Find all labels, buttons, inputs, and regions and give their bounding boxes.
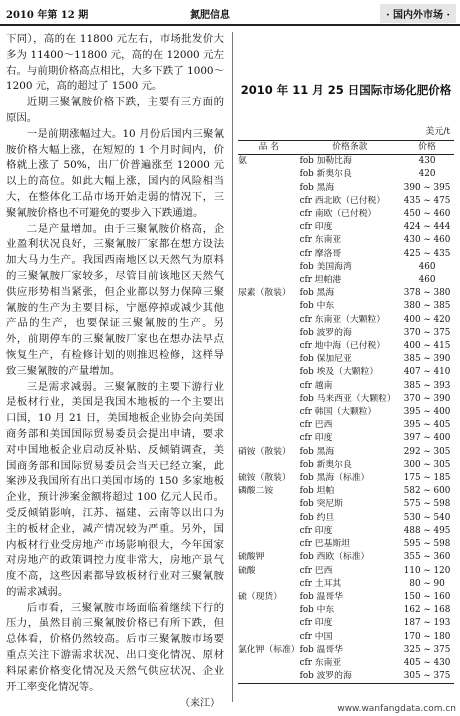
cell-price: 80 ~ 90 bbox=[409, 578, 445, 589]
cell-price: 305 ~ 375 bbox=[400, 670, 454, 684]
cell-price: 162 ~ 168 bbox=[403, 605, 451, 616]
table-row bbox=[238, 261, 454, 274]
cell-product bbox=[238, 393, 300, 406]
cell-terms: fob 埃及（大颗粒） bbox=[299, 367, 379, 378]
table-row bbox=[238, 644, 454, 657]
cell-terms: cfr 印度 bbox=[299, 222, 333, 233]
article-paragraph: 后市看，三聚氰胺市场面临着继续下行的压力，虽然目前三聚氰胺价格已有所下跌，但总体看，价格仍然较高。后市三聚氰胺市场要重点关注下游需求状况、出口变化情况、原材料尿素价格变化情况及天然气供应状况、企业开工率变化情况等。 bbox=[6, 601, 224, 693]
cell-price: 378 ~ 380 bbox=[403, 288, 451, 299]
issue-label: 2010 年第 12 期 bbox=[6, 10, 89, 21]
cell-terms: fob 西欧（标准） bbox=[299, 552, 370, 563]
col-header-price: 价格 bbox=[400, 141, 454, 155]
cell-product bbox=[238, 314, 300, 327]
cell-price: 424 ~ 444 bbox=[403, 222, 451, 233]
cell-terms: fob 中东 bbox=[299, 605, 335, 616]
cell-price: 175 ~ 185 bbox=[403, 473, 451, 484]
cell-product bbox=[238, 380, 300, 393]
cell-product bbox=[238, 657, 300, 670]
page-header bbox=[0, 0, 460, 26]
table-row bbox=[238, 578, 454, 591]
col-header-terms: 价格条款 bbox=[300, 141, 400, 155]
cell-terms: cfr 坦帕港 bbox=[299, 275, 342, 286]
article-paragraph: 下同），高的在 11800 元左右，市场批发价大多为 11400～11800 元，高的在 12000 元左右。与前期价格高点相比，大多下跌了 1000～1200 元，高的超过了 1500 元。 bbox=[6, 33, 224, 93]
cell-product bbox=[238, 353, 300, 366]
article-author: （来江） bbox=[180, 698, 220, 709]
cell-product bbox=[238, 538, 300, 551]
table-row bbox=[238, 538, 454, 551]
cell-price: 355 ~ 360 bbox=[403, 552, 451, 563]
cell-product bbox=[238, 327, 300, 340]
cell-price: 460 bbox=[418, 275, 436, 286]
table-row bbox=[238, 617, 454, 630]
cell-product bbox=[238, 208, 300, 221]
cell-terms: fob 中东 bbox=[299, 301, 335, 312]
table-row bbox=[238, 195, 454, 208]
cell-terms: fob 黑海 bbox=[299, 182, 335, 193]
price-table-title: 2010 年 11 月 25 日国际市场化肥价格 bbox=[240, 83, 452, 97]
table-row bbox=[238, 340, 454, 353]
cell-terms: cfr 印度 bbox=[299, 525, 333, 536]
cell-product bbox=[238, 419, 300, 432]
cell-product bbox=[238, 670, 300, 684]
cell-terms: cfr 巴西 bbox=[299, 420, 333, 431]
cell-price: 380 ~ 385 bbox=[403, 301, 451, 312]
table-row bbox=[238, 604, 454, 617]
cell-price: 407 ~ 410 bbox=[403, 367, 451, 378]
article-paragraph: 近期三聚氰胺价格下跌，主要有三方面的原因。 bbox=[6, 96, 224, 124]
cell-terms: cfr 东南亚 bbox=[299, 657, 342, 668]
cell-price: 405 ~ 430 bbox=[403, 657, 451, 668]
table-row bbox=[238, 512, 454, 525]
table-row bbox=[238, 525, 454, 538]
cell-product bbox=[238, 248, 300, 261]
cell-product bbox=[238, 512, 300, 525]
cell-price: 450 ~ 460 bbox=[403, 209, 451, 220]
cell-product: 硫铵（散装） bbox=[238, 473, 291, 484]
table-row bbox=[238, 234, 454, 247]
cell-terms: cfr 西北欧（已付税） bbox=[299, 195, 386, 206]
cell-terms: cfr 印度 bbox=[299, 433, 333, 444]
col-header-product: 品 名 bbox=[238, 141, 300, 155]
table-row bbox=[238, 631, 454, 644]
cell-terms: fob 黑海（标准） bbox=[299, 473, 370, 484]
cell-terms: fob 波罗的海 bbox=[299, 327, 352, 338]
cell-price: 425 ~ 435 bbox=[403, 248, 451, 259]
cell-terms: fob 保加尼亚 bbox=[299, 354, 352, 365]
table-row bbox=[238, 168, 454, 181]
cell-product bbox=[238, 300, 300, 313]
cell-terms: fob 坦帕 bbox=[299, 486, 335, 497]
cell-price: 397 ~ 400 bbox=[403, 433, 451, 444]
cell-terms: cfr 巴西 bbox=[299, 565, 333, 576]
table-row bbox=[238, 314, 454, 327]
cell-price: 400 ~ 415 bbox=[403, 341, 451, 352]
cell-price: 370 ~ 390 bbox=[403, 393, 451, 404]
cell-price: 430 bbox=[418, 156, 436, 167]
table-row bbox=[238, 221, 454, 234]
cell-terms: cfr 摩洛哥 bbox=[299, 248, 342, 259]
cell-product bbox=[238, 221, 300, 234]
cell-product bbox=[238, 195, 300, 208]
cell-price: 582 ~ 600 bbox=[403, 486, 451, 497]
cell-terms: fob 美国海湾 bbox=[299, 261, 352, 272]
table-row bbox=[238, 432, 454, 445]
table-row bbox=[238, 287, 454, 300]
cell-terms: cfr 土耳其 bbox=[299, 578, 342, 589]
cell-price: 390 ~ 395 bbox=[403, 182, 451, 193]
cell-price: 595 ~ 598 bbox=[403, 539, 451, 550]
cell-product bbox=[238, 366, 300, 379]
cell-product: 氨 bbox=[238, 156, 247, 167]
cell-price: 325 ~ 375 bbox=[403, 644, 451, 655]
cell-product bbox=[238, 578, 300, 591]
cell-product: 硫（现货） bbox=[238, 591, 282, 602]
table-row bbox=[238, 591, 454, 604]
table-row bbox=[238, 657, 454, 670]
cell-terms: fob 新奥尔良 bbox=[299, 459, 352, 470]
cell-product bbox=[238, 406, 300, 419]
cell-product: 硫酸 bbox=[238, 565, 256, 576]
price-unit: 美元/t bbox=[425, 127, 450, 137]
cell-product: 尿素（散装） bbox=[238, 288, 291, 299]
cell-product bbox=[238, 182, 300, 195]
table-row bbox=[238, 353, 454, 366]
table-row bbox=[238, 182, 454, 195]
cell-terms: fob 加勒比海 bbox=[299, 156, 352, 167]
cell-product bbox=[238, 498, 300, 511]
table-row bbox=[238, 406, 454, 419]
cell-terms: cfr 韩国（大颗粒） bbox=[299, 407, 377, 418]
table-row bbox=[238, 393, 454, 406]
cell-terms: cfr 中国 bbox=[299, 631, 333, 642]
cell-product bbox=[238, 631, 300, 644]
table-row bbox=[238, 472, 454, 485]
cell-product bbox=[238, 168, 300, 181]
cell-price: 395 ~ 405 bbox=[403, 420, 451, 431]
article-paragraph: 二是产量增加。由于三聚氰胺价格高，企业盈利状况良好，三聚氰胺厂家都在想方设法加大马力生产。我国西南地区以天然气为原料的三聚氰胺厂家较多，尽管目前该地区天然气供应形势相当紧张，但企业都以努力保障三聚氰胺的生产为主要目标，宁愿停掉或减少其他产品的生产，也要保证三聚氰胺的生产。另外，前期停车的三聚氰胺厂家也在想办法早点恢复生产，有检修计划的则推迟检修，这样导致三聚氰胺的产量增加。 bbox=[6, 222, 224, 377]
cell-price: 150 ~ 160 bbox=[403, 591, 451, 602]
cell-terms: fob 黑海 bbox=[299, 288, 335, 299]
table-row bbox=[238, 208, 454, 221]
watermark: www.wanfangdata.com.cn bbox=[337, 704, 456, 714]
cell-terms: fob 波罗的海 bbox=[300, 670, 400, 684]
cell-terms: cfr 东南亚（大颗粒） bbox=[299, 314, 386, 325]
cell-product bbox=[238, 525, 300, 538]
cell-product: 硝铵（散装） bbox=[238, 446, 291, 457]
cell-price: 400 ~ 420 bbox=[403, 314, 451, 325]
table-row bbox=[238, 155, 454, 169]
cell-price: 395 ~ 400 bbox=[403, 407, 451, 418]
cell-price: 575 ~ 598 bbox=[403, 499, 451, 510]
cell-price: 530 ~ 540 bbox=[403, 512, 451, 523]
cell-price: 170 ~ 180 bbox=[403, 631, 451, 642]
cell-terms: cfr 巴基斯坦 bbox=[299, 539, 350, 550]
table-row bbox=[238, 366, 454, 379]
cell-terms: fob 约旦 bbox=[299, 512, 335, 523]
cell-terms: fob 突尼斯 bbox=[299, 499, 343, 510]
cell-terms: cfr 南欧（已付税） bbox=[299, 209, 377, 220]
cell-product bbox=[238, 604, 300, 617]
table-row bbox=[238, 498, 454, 511]
cell-price: 430 ~ 460 bbox=[403, 235, 451, 246]
cell-terms: cfr 印度 bbox=[299, 618, 333, 629]
cell-terms: cfr 地中海（已付税） bbox=[299, 341, 386, 352]
cell-product: 硫酸钾 bbox=[238, 552, 265, 563]
cell-terms: cfr 东南亚 bbox=[299, 235, 342, 246]
table-row bbox=[238, 565, 454, 578]
cell-terms: cfr 越南 bbox=[299, 380, 333, 391]
cell-product bbox=[238, 261, 300, 274]
table-row bbox=[238, 551, 454, 564]
section-label: · 国内外市场 · bbox=[380, 4, 456, 23]
table-row bbox=[238, 300, 454, 313]
cell-price: 488 ~ 495 bbox=[403, 525, 451, 536]
cell-product bbox=[238, 234, 300, 247]
cell-price: 460 bbox=[418, 261, 436, 272]
table-row bbox=[238, 459, 454, 472]
table-row bbox=[238, 485, 454, 498]
cell-product: 磷酸二铵 bbox=[238, 486, 274, 497]
price-table bbox=[238, 140, 454, 684]
cell-terms: fob 温哥华 bbox=[299, 644, 343, 655]
table-row bbox=[238, 380, 454, 393]
cell-price: 187 ~ 193 bbox=[403, 618, 451, 629]
table-row bbox=[238, 327, 454, 340]
cell-price: 435 ~ 475 bbox=[403, 195, 451, 206]
cell-product bbox=[238, 274, 300, 287]
column-divider bbox=[232, 32, 233, 702]
cell-price: 420 bbox=[418, 169, 436, 180]
cell-price: 110 ~ 120 bbox=[403, 565, 451, 576]
cell-price: 370 ~ 375 bbox=[403, 327, 451, 338]
cell-product: 氯化钾（标准） bbox=[238, 644, 300, 655]
table-row bbox=[238, 274, 454, 287]
cell-price: 385 ~ 393 bbox=[403, 380, 451, 391]
cell-product bbox=[238, 459, 300, 472]
journal-name: 氮肥信息 bbox=[190, 10, 230, 21]
cell-product bbox=[238, 340, 300, 353]
cell-product bbox=[238, 432, 300, 445]
price-table-body bbox=[238, 155, 454, 684]
cell-terms: fob 温哥华 bbox=[299, 591, 343, 602]
table-row bbox=[238, 670, 454, 684]
cell-terms: fob 新奥尔良 bbox=[299, 169, 352, 180]
table-row bbox=[238, 248, 454, 261]
article-paragraph: 三是需求减弱。三聚氰胺的主要下游行业是板材行业，美国是我国木地板的一个主要出口国，10 月 21 日，美国地板企业协会向美国商务部和美国国际贸易委员会提出申请，要求对中国地板企业启动反补贴、反倾销调查，美国商务部和国际贸易委员会当天已经立案，此案涉及我国所有出口美国市场的 150 多家地板企业，预计涉案金额将超过 100 亿元人民币。受反倾销影响，江苏、福建、云南等以出口为主的板材企业，减产情况较为严重。另外，国内板材行业受房地产市场影响很大，今年国家对房地产的政策调控力度非常大，房地产景气度不高，这些因素都导致板材行业对三聚氰胺的需求减弱。 bbox=[6, 380, 224, 598]
cell-terms: fob 马来西亚（大颗粒） bbox=[299, 393, 396, 404]
cell-price: 385 ~ 390 bbox=[403, 354, 451, 365]
table-row bbox=[238, 446, 454, 459]
table-row bbox=[238, 419, 454, 432]
cell-price: 292 ~ 305 bbox=[403, 446, 451, 457]
article-body bbox=[6, 32, 224, 697]
cell-product bbox=[238, 617, 300, 630]
cell-terms: fob 黑海 bbox=[299, 446, 335, 457]
cell-price: 300 ~ 305 bbox=[403, 459, 451, 470]
article-paragraph: 一是前期涨幅过大。10 月份后国内三聚氰胺价格大幅上涨，在短短的 1 个月时间内，价格就上涨了 50%，出厂价普遍涨至 12000 元以上的高位。如此大幅上涨，国内的风险相当大，在整体化工品市场开始走弱的情况下，三聚氰胺价格也不可避免的要步入下跌通道。 bbox=[6, 127, 224, 219]
